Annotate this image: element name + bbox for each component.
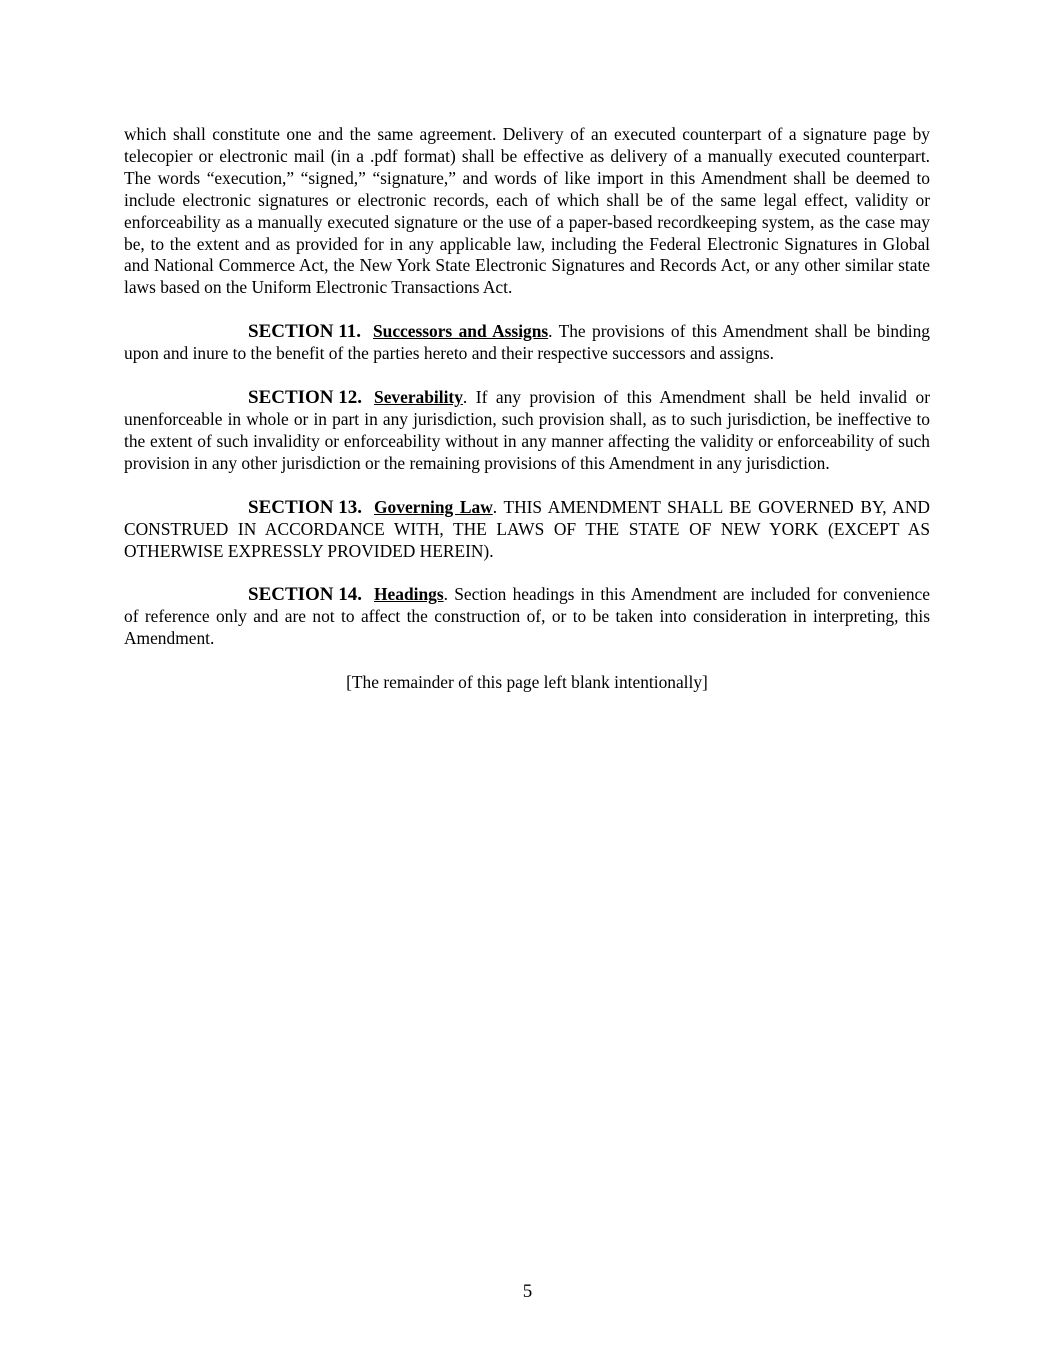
section-text: . If any provision of this Amendment shall be held invalid or unenforceable in whole or in part in any jurisdiction, such provision shall, as to such jurisdiction, be ineffective to the extent of such invalidity or enforceability without in any manner affecting the validity or enforceability of such provision in any other jurisdiction or the remaining provisions of this Amendment in any jurisdiction. [124,387,930,473]
section-title: Governing Law [374,496,493,517]
section-number: SECTION 12. [248,387,363,409]
page-number: 5 [522,1281,533,1302]
section-number: SECTION 14. [248,584,363,606]
section-text: . Section headings in this Amendment are included for convenience of reference only and are not to affect the construction of, or to be taken into consideration in interpreting, this Amendment. [124,584,930,649]
section-text: . The provisions of this Amendment shall be binding upon and inure to the benefit of the parties hereto and their respective successors and assigns. [124,321,930,364]
section-title: Severability [374,387,463,408]
section-number: SECTION 13. [248,496,363,518]
intro-paragraph: which shall constitute one and the same agreement. Delivery of an executed counterpart of a signature page by telecopier or electronic mail (in a .pdf format) shall be effective as delivery of a manually executed counterpart. The words “execution,” “signed,” “signature,” and words of like import in this Amendment shall be deemed to include electronic signatures or electronic records, each of which shall be of the same legal effect, validity or enforceability as a manually executed signature or the use of a paper-based recordkeeping system, as the case may be, to the extent and as provided for in any applicable law, including the Federal Electronic Signatures in Global and National Commerce Act, the New York State Electronic Signatures and Records Act, or any other similar state laws based on the Uniform Electronic Transactions Act. [124,124,930,298]
section-14 [124,584,930,650]
document-body [124,124,930,694]
section-title: Successors and Assigns [372,321,549,342]
section-title: Headings [374,584,444,605]
remainder-note: [The remainder of this page left blank intentionally] [346,672,708,693]
section-11 [124,321,930,365]
section-text: . THIS AMENDMENT SHALL BE GOVERNED BY, AND CONSTRUED IN ACCORDANCE WITH, THE LAWS OF THE STATE OF NEW YORK (EXCEPT AS OTHERWISE EXPRESSLY PROVIDED HEREIN). [124,496,930,561]
section-12 [124,387,930,475]
section-number: SECTION 11. [248,321,361,343]
section-13 [124,497,930,563]
